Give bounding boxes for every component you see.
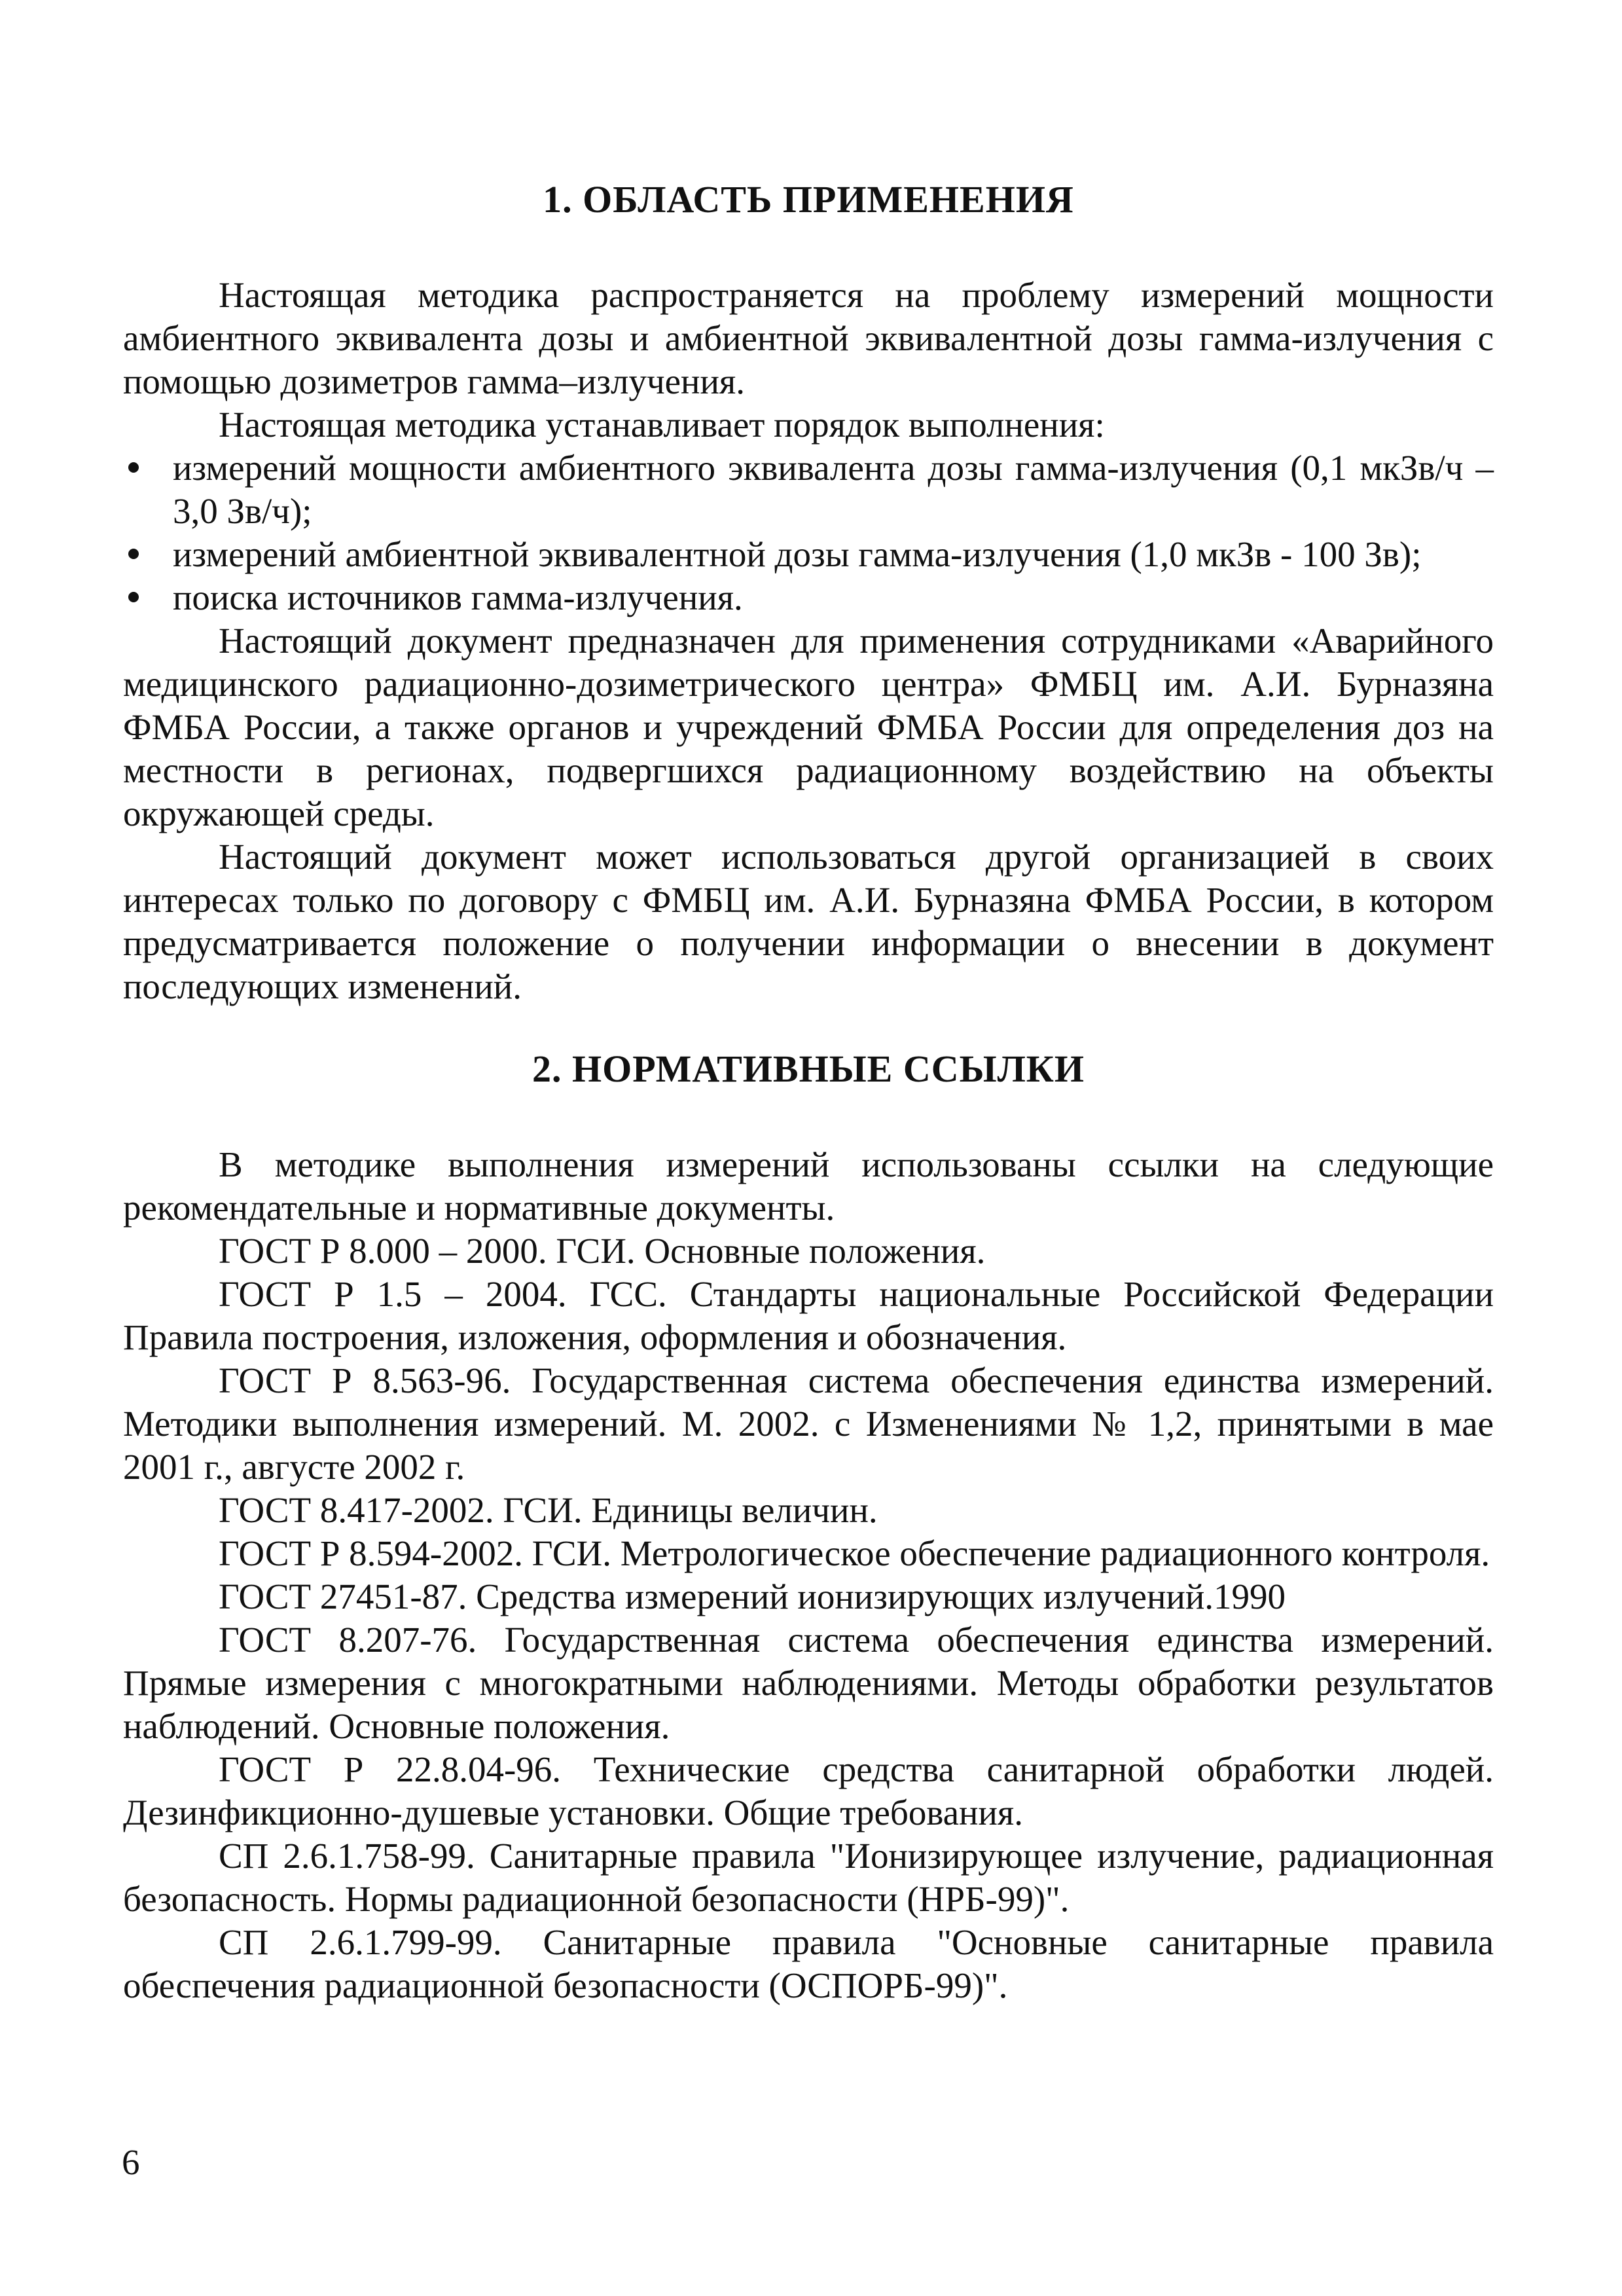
reference-item: ГОСТ 27451-87. Средства измерений ионизирующих излучений.1990 xyxy=(219,1576,1286,1616)
bullet-icon xyxy=(128,592,139,602)
scope-intro-paragraph: Настоящая методика распространяется на проблему измерений мощности амбиентного эквивалента дозы и амбиентной эквивалентной дозы гамма-излучения с помощью дозиметров гамма–излучения. xyxy=(123,275,1494,401)
page-content xyxy=(123,177,1494,2007)
reference-item: СП 2.6.1.758-99. Санитарные правила "Ионизирующее излучение, радиационная безопасность. Нормы радиационной безопасности (НРБ-99)". xyxy=(123,1836,1494,1919)
procedure-list xyxy=(123,446,1494,619)
list-item-text: измерений мощности амбиентного эквивалента дозы гамма-излучения (0,1 мкЗв/ч –3,0 Зв/ч); xyxy=(173,448,1494,531)
section-2-heading: 2. НОРМАТИВНЫЕ ССЫЛКИ xyxy=(532,1048,1085,1090)
list-item-text: поиска источников гамма-излучения. xyxy=(173,577,743,617)
list-item xyxy=(123,446,1494,533)
reference-item: ГОСТ Р 8.594-2002. ГСИ. Метрологическое обеспечение радиационного контроля. xyxy=(219,1533,1490,1573)
bullet-icon xyxy=(128,549,139,559)
bullet-icon xyxy=(128,462,139,473)
page-number: 6 xyxy=(122,2142,140,2182)
reference-item: ГОСТ Р 8.000 – 2000. ГСИ. Основные положения. xyxy=(219,1231,986,1271)
reference-item: ГОСТ Р 22.8.04-96. Технические средства санитарной обработки людей. Дезинфикционно-душевые установки. Общие требования. xyxy=(123,1749,1494,1832)
usage-paragraph: Настоящий документ может использоваться другой организацией в своих интересах только по договору с ФМБЦ им. А.И. Бурназяна ФМБА России, в котором предусматривается положение о получении информации о внесении в документ последующих изменений. xyxy=(123,837,1494,1006)
reference-item: ГОСТ 8.417-2002. ГСИ. Единицы величин. xyxy=(219,1490,878,1530)
list-item-text: измерений амбиентной эквивалентной дозы гамма-излучения (1,0 мкЗв - 100 Зв); xyxy=(173,534,1422,574)
reference-item: ГОСТ 8.207-76. Государственная система обеспечения единства измерений. Прямые измерения с многократными наблюдениями. Методы обработки результатов наблюдений. Основные положения. xyxy=(123,1620,1494,1746)
list-item xyxy=(123,533,1494,576)
reference-item: ГОСТ Р 1.5 – 2004. ГСС. Стандарты национальные Российской Федерации Правила построения, изложения, оформления и обозначения. xyxy=(123,1274,1494,1357)
section-1-heading: 1. ОБЛАСТЬ ПРИМЕНЕНИЯ xyxy=(543,178,1074,221)
procedure-intro-paragraph: Настоящая методика устанавливает порядок выполнения: xyxy=(219,405,1105,445)
list-item xyxy=(123,576,1494,619)
reference-item: СП 2.6.1.799-99. Санитарные правила "Основные санитарные правила обеспечения радиационной безопасности (ОСПОРБ-99)". xyxy=(123,1922,1494,2005)
purpose-paragraph: Настоящий документ предназначен для применения сотрудниками «Аварийного медицинского радиационно-дозиметрического центра» ФМБЦ им. А.И. Бурназяна ФМБА России, а также органов и учреждений ФМБА России для определения доз на местности в регионах, подвергшихся радиационному воздействию на объекты окружающей среды. xyxy=(123,621,1494,833)
references-intro-paragraph: В методике выполнения измерений использованы ссылки на следующие рекомендательные и нормативные документы. xyxy=(123,1144,1494,1228)
references-list xyxy=(123,1230,1494,2007)
reference-item: ГОСТ Р 8.563-96. Государственная система обеспечения единства измерений. Методики выполнения измерений. М. 2002. с Изменениями № 1,2, принятыми в мае 2001 г., августе 2002 г. xyxy=(123,1360,1494,1487)
